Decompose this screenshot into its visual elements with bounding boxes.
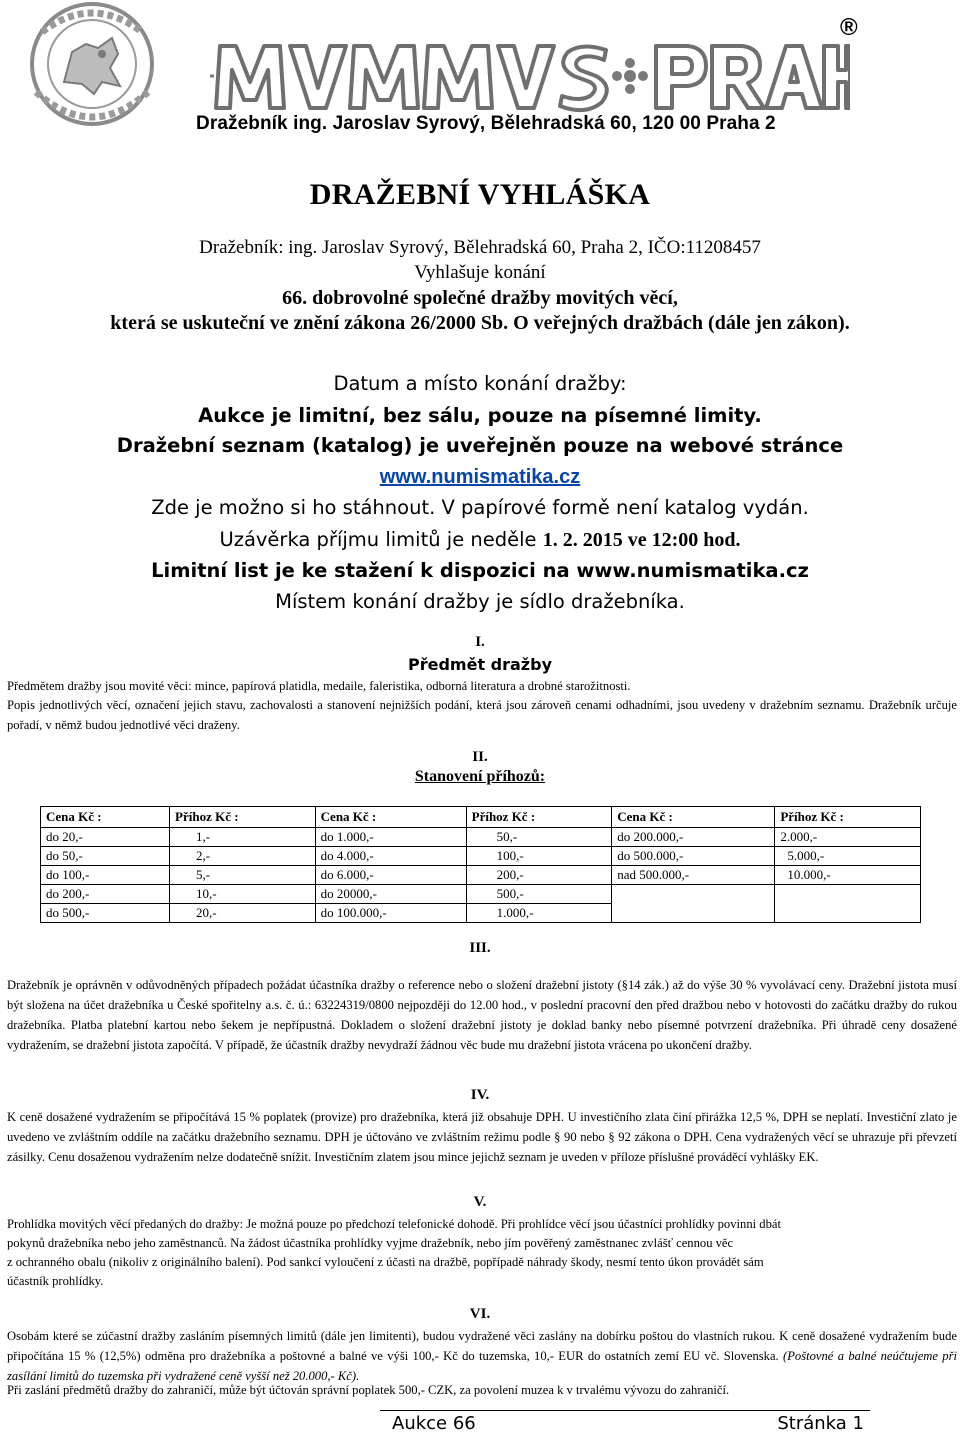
document-title: DRAŽEBNÍ VYHLÁŠKA: [309, 178, 651, 211]
table-cell: nad 500.000,-: [612, 866, 775, 885]
table-cell: do 20,-: [41, 828, 170, 847]
letterhead-auctioneer-line: Dražebník ing. Jaroslav Syrový, Bělehradská 60, 120 00 Praha 2: [196, 113, 776, 134]
section-5-line-1: Prohlídka movitých věcí předaných do dražby: Je možná pouze po předchozí telefonické dohodě. Při prohlídce věcí jsou účastníci prohlídky povinni dbát: [7, 1217, 781, 1231]
table-cell: 2,-: [170, 847, 316, 866]
date-place-label: Datum a místo konání dražby:: [333, 372, 627, 395]
catalog-note: Dražební seznam (katalog) je uveřejněn pouze na webové stránce: [116, 434, 844, 457]
table-cell: [775, 904, 921, 923]
section-5-line-2: pokynů dražebníka nebo jeho zaměstnanců. Na žádost účastníka prohlídky vyjme dražebník, nebo jím pověřený zaměstnanec zvlášť cennou věc: [7, 1236, 734, 1250]
section-3-text: Dražebník je oprávněn v odůvodněných případech požádat účastníka dražby o reference nebo o složení dražební jistoty (§14 zák.) až do výše 30 % vyvolávací ceny. Dražební jistota musí být složena na účet dražebníka u České spořitelny a.s. č. ú.: 63224319/0800 nejpozději do 12.00 hod., v poslední pracovní den před dražbou nebo v hotovosti do začátku dražby do rukou dražebníka. Platba platební kartou nebo šekem je nepřípustná. Dokladem o složení dražební jistoty je doklad banky nebo písemné potvrzení dražebníka. Při úhradě ceny dosažené vydražením, se dražební jistota započítá. V případě, že účastník dražby nevydraží žádnou věc bude mu dražební jistota vrácena po ukončení dražby.: [7, 978, 957, 1052]
section-6-text-2: Při zaslání předmětů dražby do zahraničí, může být účtován správní poplatek 500,- CZK, za povolení muzea k v trvalému vývozu do zahraničí.: [7, 1383, 730, 1397]
intro-auction-number: 66. dobrovolné společné dražby movitých věcí,: [282, 287, 678, 309]
website-row: [0, 466, 960, 489]
table-cell: [612, 904, 775, 923]
table-cell: [612, 885, 775, 904]
venue-note: Místem konání dražby je sídlo dražebníka.: [275, 590, 685, 613]
table-header-row: [41, 807, 921, 828]
table-row: [41, 828, 921, 847]
table-cell: 5.000,-: [775, 847, 921, 866]
table-header-cell: Cena Kč :: [315, 807, 466, 828]
table-cell: 500,-: [466, 885, 612, 904]
footer-divider: [380, 1410, 870, 1411]
table-cell: 5,-: [170, 866, 316, 885]
intro-auctioneer: Dražebník: ing. Jaroslav Syrový, Bělehradská 60, Praha 2, IČO:11208457: [199, 237, 761, 258]
table-header-cell: Cena Kč :: [612, 807, 775, 828]
limit-auction-note: Aukce je limitní, bez sálu, pouze na písemné limity.: [198, 404, 762, 427]
section-5-number: V.: [473, 1194, 487, 1210]
table-header-cell: Cena Kč :: [41, 807, 170, 828]
table-cell: do 1.000,-: [315, 828, 466, 847]
table-cell: 50,-: [466, 828, 612, 847]
table-cell: 1.000,-: [466, 904, 612, 923]
section-6-postage-note: (Poštovné a balné neúčtujeme při zasílání limitů do tuzemska při vydražené ceně vyšší než 20.000,- Kč).: [7, 1349, 957, 1383]
table-cell: [775, 885, 921, 904]
table-row: [41, 847, 921, 866]
table-cell: 20,-: [170, 904, 316, 923]
table-cell: do 200,-: [41, 885, 170, 904]
section-6-number: VI.: [469, 1306, 491, 1322]
table-cell: 1,-: [170, 828, 316, 847]
download-note: Zde je možno si ho stáhnout. V papírové formě není katalog vydán.: [151, 496, 809, 519]
table-cell: 10.000,-: [775, 866, 921, 885]
table-cell: 200,-: [466, 866, 612, 885]
table-cell: do 100,-: [41, 866, 170, 885]
table-cell: do 4.000,-: [315, 847, 466, 866]
table-cell: do 50,-: [41, 847, 170, 866]
deadline-prefix: Uzávěrka příjmu limitů je neděle: [219, 528, 543, 551]
table-cell: do 20000,-: [315, 885, 466, 904]
table-cell: do 100.000,-: [315, 904, 466, 923]
seal-logo: [2, 2, 182, 132]
table-header-cell: Příhoz Kč :: [170, 807, 316, 828]
table-cell: do 500.000,-: [612, 847, 775, 866]
museum-wordmark: [210, 36, 850, 120]
table-cell: do 200.000,-: [612, 828, 775, 847]
section-5-line-3: z ochranného obalu (nikoliv z originálního balení). Pod sankcí vyloučení z účasti na dražbě, popřípadě náhrady škody, nesmí tento úkon provádět sám: [7, 1255, 764, 1269]
table-row: [41, 885, 921, 904]
table-cell: 2.000,-: [775, 828, 921, 847]
table-header-cell: Příhoz Kč :: [775, 807, 921, 828]
registered-mark: ®: [840, 14, 858, 41]
section-1-paragraph-2: Popis jednotlivých věcí, označení jejich stavu, zachovalosti a stanovení nejnižších podání, která jsou zároveň cenami odhadními, jsou uvedeny v dražebním seznamu. Dražebník určuje pořadí, v němž budou jednotlivé věci draženy.: [7, 698, 957, 732]
page-footer: [392, 1413, 864, 1434]
website-link[interactable]: www.numismatika.cz: [379, 466, 581, 488]
table-cell: 100,-: [466, 847, 612, 866]
section-2-title: Stanovení příhozů:: [414, 768, 546, 785]
section-6-text-1: [7, 1326, 957, 1386]
deadline-value: 1. 2. 2015 ve 12:00 hod.: [542, 529, 741, 551]
footer-page-label: Stránka 1: [777, 1413, 864, 1434]
table-cell: do 6.000,-: [315, 866, 466, 885]
footer-auction-label: Aukce 66: [392, 1413, 476, 1434]
section-5-line-4: účastník prohlídky.: [7, 1274, 104, 1288]
bid-increment-table: [40, 806, 921, 923]
limit-sheet-note: Limitní list je ke stažení k dispozici na www.numismatika.cz: [151, 559, 809, 582]
table-row: [41, 866, 921, 885]
section-3-number: III.: [469, 940, 491, 956]
section-6-text-1-body: Osobám které se zúčastní dražby zasláním písemných limitů (dále jen limitenti), budou vydražené věci zaslány na dobírku poštou do vlastních rukou. K ceně dosažené vydražením bude připočítána 15 % (12,5%) odměna pro dražebníka a poštovné a balné ve výši 100,- Kč do tuzemska, 10,- EUR do ostatních zemí EU vč. Slovenska.: [7, 1329, 957, 1363]
intro-law: která se uskuteční ve znění zákona 26/2000 Sb. O veřejných dražbách (dále jen zákon).: [110, 312, 850, 334]
section-4-number: IV.: [470, 1087, 490, 1103]
intro-announces: Vyhlašuje konání: [414, 262, 546, 283]
table-header-cell: Příhoz Kč :: [466, 807, 612, 828]
section-1-number: I.: [475, 634, 485, 650]
table-cell: do 500,-: [41, 904, 170, 923]
section-4-text: K ceně dosažené vydražením se připočítává 15 % poplatek (provize) pro dražebníka, která již obsahuje DPH. U investičního zlata činí přirážka 12,5 %, DPH se neplatí. Investiční zlato je uvedeno ve zvláštním oddíle na začátku dražebního seznamu. DPH je účtováno ve zvláštním režimu podle § 90 nebo § 92 zákona o DPH. Cena vydražených věcí se uhrazuje při převzetí zásilky. Cenu dosaženou vydražením nelze dodatečně snížit. Investičním zlatem jsou mince jejichž seznam je uveden v příloze příslušné prováděcí vyhlášky EK.: [7, 1110, 957, 1164]
deadline-note: [0, 528, 960, 552]
table-cell: 10,-: [170, 885, 316, 904]
table-row: [41, 904, 921, 923]
section-1-title: Předmět dražby: [408, 655, 552, 674]
section-2-number: II.: [472, 749, 488, 765]
section-1-paragraph-1: Předmětem dražby jsou movité věci: mince, papírová platidla, medaile, faleristika, odborná literatura a drobné starožitnosti.: [7, 679, 631, 693]
